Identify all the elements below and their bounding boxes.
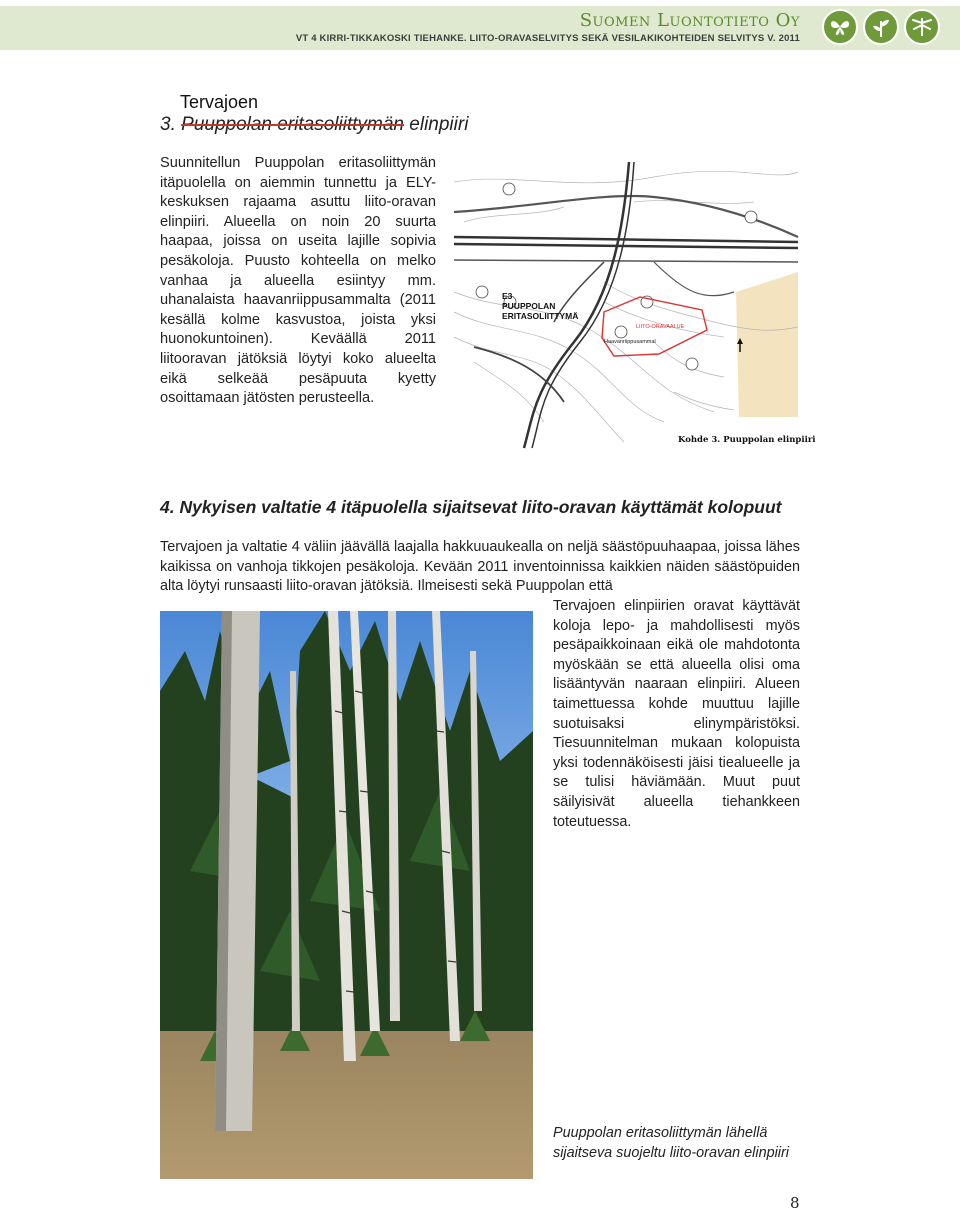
map-caption: Kohde 3. Puuppolan elinpiiri bbox=[678, 435, 816, 445]
plant-icon bbox=[863, 9, 899, 45]
section-4-paragraph-2: Tervajoen elinpiirien oravat käyttävät koloja lepo- ja mahdollisesti myös pesäpaikkoinaan eikä ole mahdotonta myöskään se että alueella olisi oma lisääntyvän naaraan elinpiiri. Alueen taimettuessa kohde muuttuu lajille suotuisaksi elinympäristöksi. Tiesuunnitelman mukaan kolopuista yksi todennäköisesti jäisi tiealueelle ja se tulisi häviämään. Muut puut säilyisivät alueella tiehankkeen toteutuessa. bbox=[553, 598, 800, 830]
butterfly-icon bbox=[822, 9, 858, 45]
page-number: 8 bbox=[790, 1194, 800, 1212]
map-label-e3: E3 bbox=[502, 291, 513, 301]
section-4-paragraph-1: Tervajoen ja valtatie 4 väliin jäävällä laajalla hakkuuaukealla on neljä säästöpuuhaapaa, joissa lähes kaikissa on vanhoja tikkojen pesäkoloja. Kevään 2011 inventoinnissa kaikkien näiden säästöpuiden alta löytyi runsaasti liito-oravan jätöksiä. Ilmeisesti sekä Puuppolan että bbox=[160, 539, 800, 595]
location-map bbox=[454, 162, 816, 448]
section-3-title-rest: elinpiiri bbox=[404, 114, 469, 135]
map-label-area: LIITO-ORAVAALUE bbox=[636, 324, 685, 330]
section-3-number: 3. bbox=[160, 114, 176, 135]
map-label-eritasoliittyma: ERITASOLIITTYMÄ bbox=[502, 311, 579, 321]
dragonfly-icon bbox=[904, 9, 940, 45]
org-name: Suomen Luontotieto Oy bbox=[579, 10, 800, 31]
report-title: VT 4 KIRRI-TIKKAKOSKI TIEHANKE. LIITO-ORAVASELVITYS SEKÄ VESILAKIKOHTEIDEN SELVITYS V. 2011 bbox=[295, 33, 800, 44]
map-label-moss: Haavanriippusammal bbox=[604, 339, 656, 345]
section-4-title: 4. Nykyisen valtatie 4 itäpuolella sijaitsevat liito-oravan käyttämät kolopuut bbox=[160, 497, 782, 517]
section-3-struck-text: Puuppolan eritasoliittymän bbox=[181, 114, 404, 135]
handwritten-note: Tervajoen bbox=[180, 92, 259, 112]
map-field-area bbox=[736, 272, 798, 417]
photo-caption: Puuppolan eritasoliittymän lähellä sijaitseva suojeltu liito-oravan elinpiiri bbox=[553, 1125, 789, 1161]
page-header bbox=[0, 0, 960, 56]
map-label-puuppolan: PUUPPOLAN bbox=[502, 301, 556, 311]
forest-photo bbox=[160, 611, 533, 1179]
section-3-title bbox=[160, 114, 468, 136]
section-3-body: Suunnitellun Puuppolan eritasoliittymän itäpuolella on aiemmin tunnettu ja ELY-keskuksen rajaama asuttu liito-oravan elinpiiri. Alueella on noin 20 suurta haapaa, joissa on useita lajille sopivia pesäkoloja. Puusto kohteella on melko vanhaa ja alueella esiintyy mm. uhanalaista haavanriippusammalta (2011 kesällä kolme kasvustoa, joista yksi huonokuntoinen). Keväällä 2011 liitooravan jätöksiä löytyi koko alueelta eikä selkeää pesäpuuta kyetty osoittamaan jätösten perusteella. bbox=[160, 155, 436, 407]
